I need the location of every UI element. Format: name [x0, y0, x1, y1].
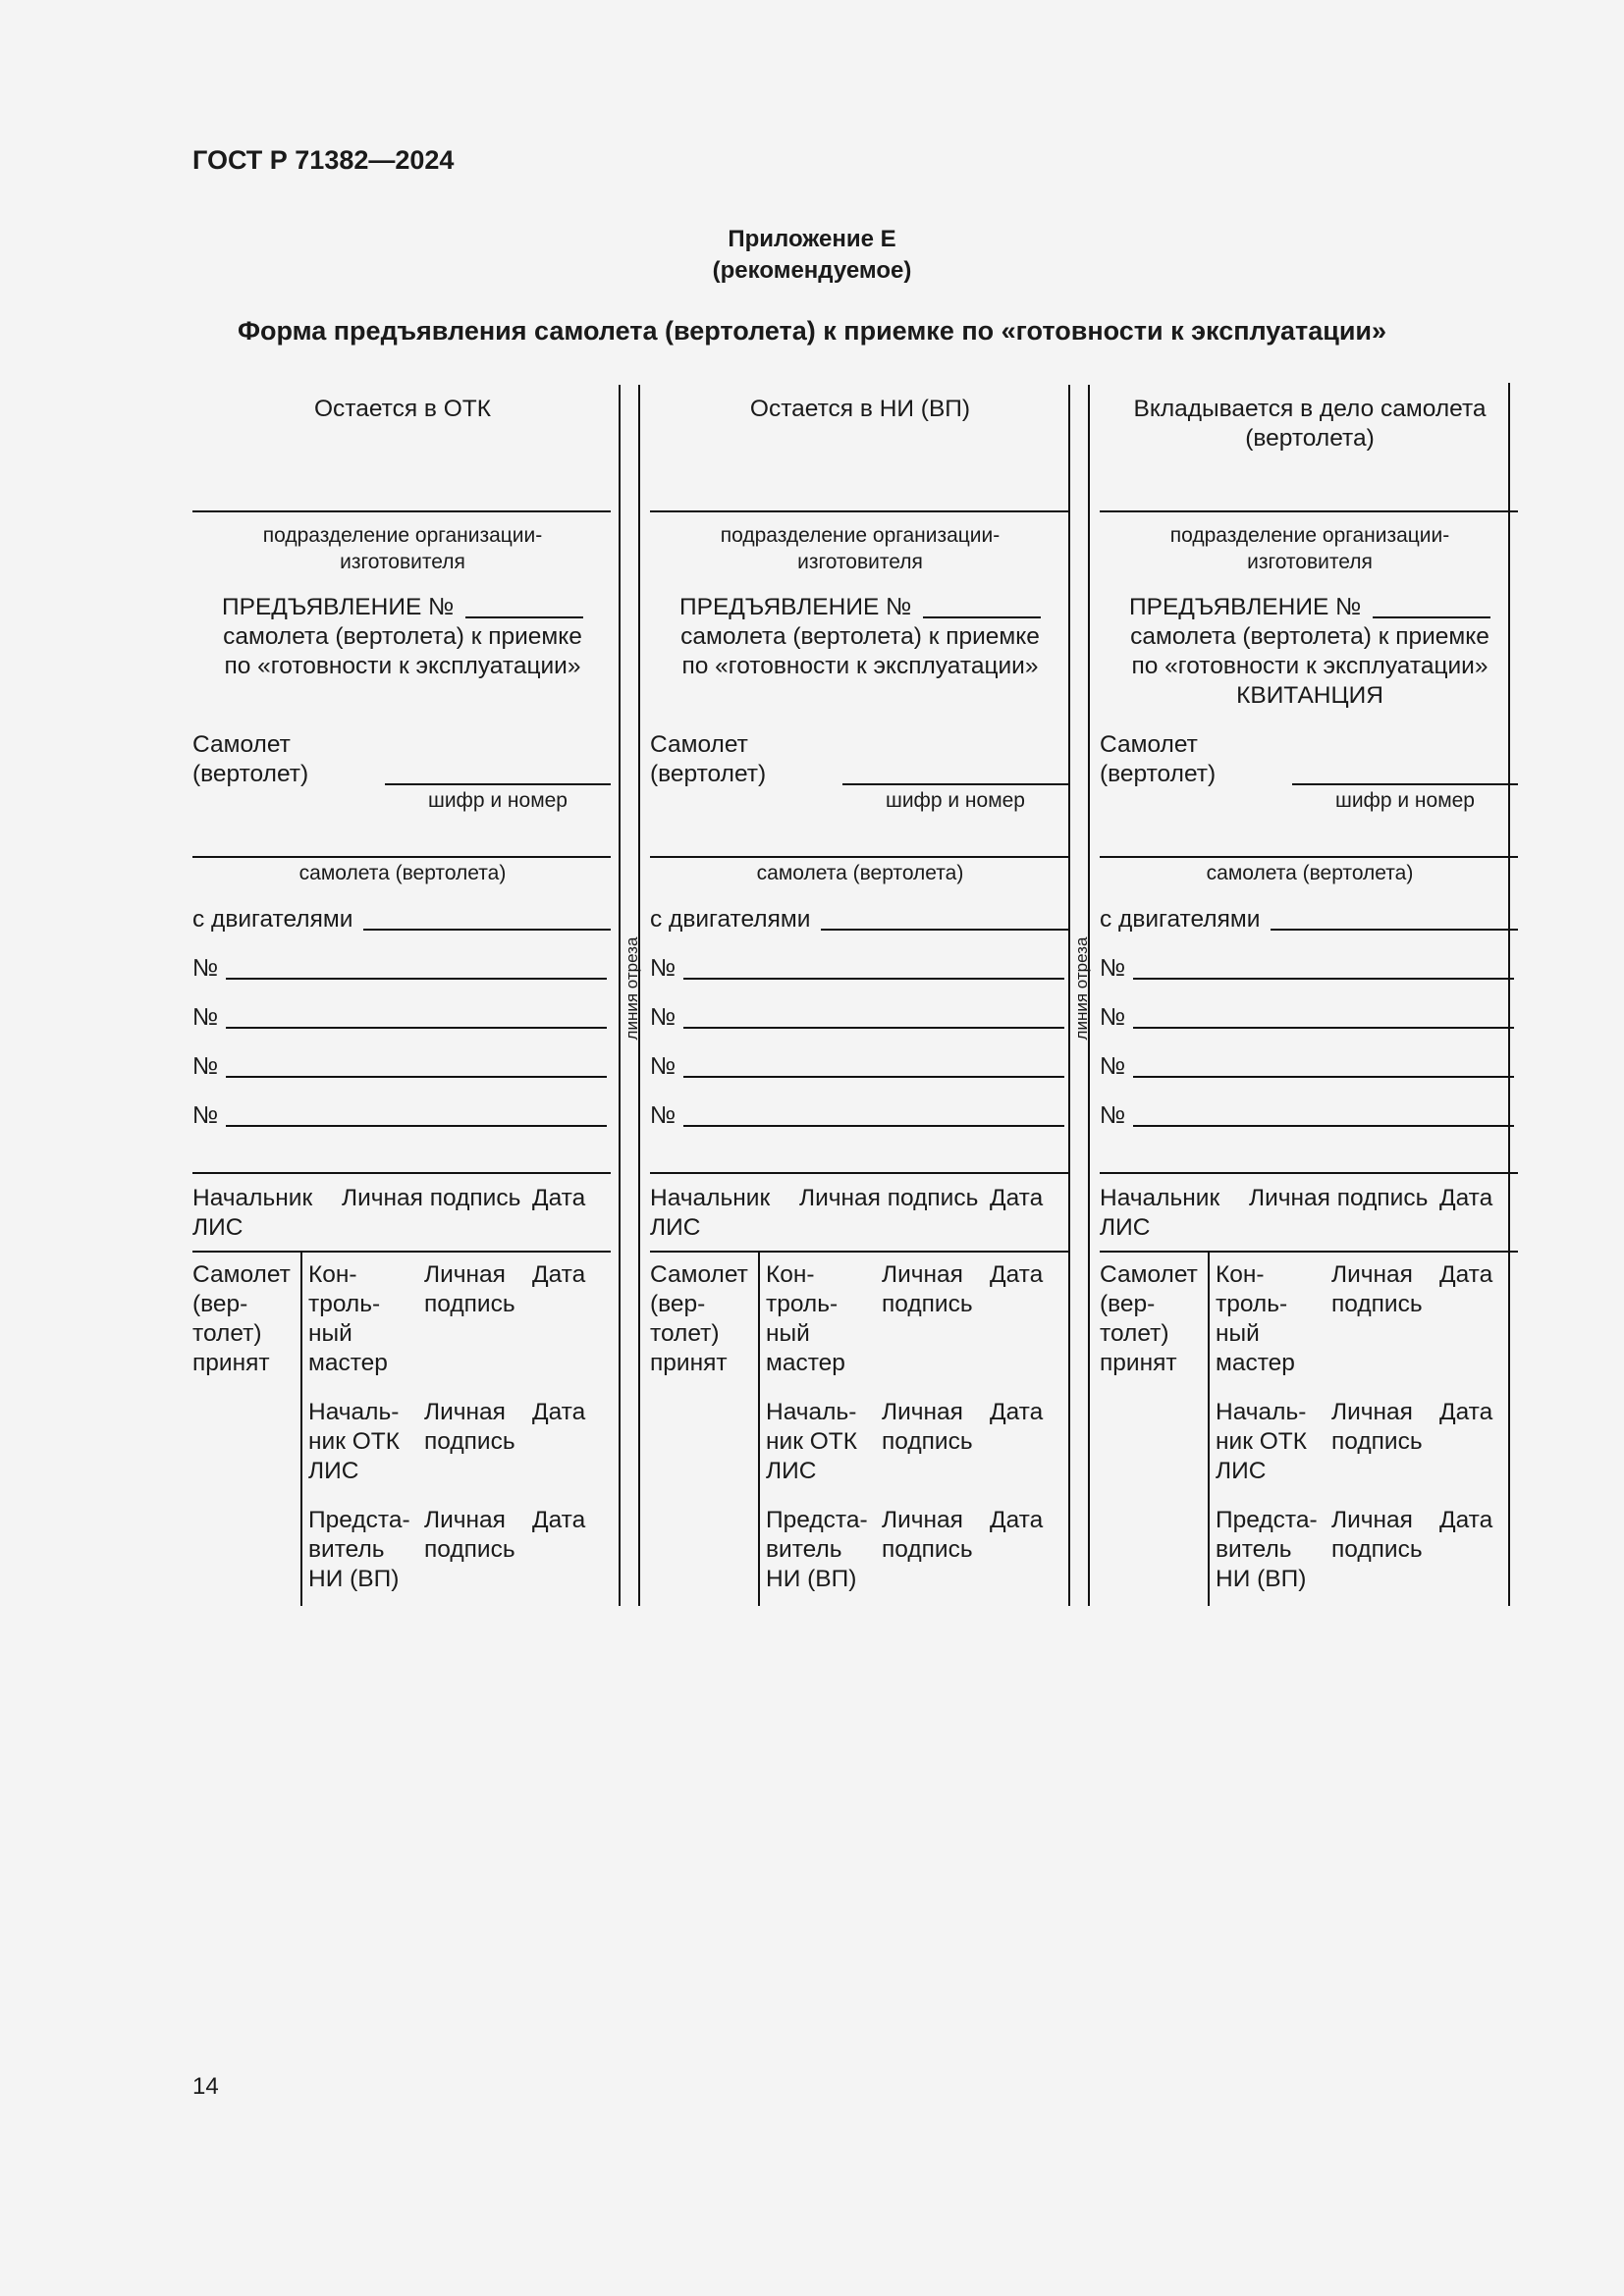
presentation-text-3: по «готовности к эксплуатации»: [1131, 653, 1489, 679]
signature-label: подпись: [882, 1428, 973, 1455]
signature-label: Личная: [424, 1507, 506, 1533]
representative-label: Предста-: [308, 1507, 410, 1533]
engines-label: с двигателями: [1100, 906, 1261, 933]
aircraft-code-line: [842, 783, 1068, 785]
code-number-caption: шифр и номер: [427, 789, 568, 812]
engine-number-label: №: [192, 1053, 219, 1080]
otk-head-label: ЛИС: [308, 1458, 359, 1484]
otk-head-label: ник ОТК: [1216, 1428, 1308, 1455]
engine-number-label: №: [192, 955, 219, 982]
engine-number-label: №: [650, 1004, 677, 1031]
signature-label: Личная: [882, 1507, 963, 1533]
engine-number-line: [226, 1076, 607, 1078]
control-master-label: мастер: [308, 1350, 388, 1376]
date-label: Дата: [532, 1399, 586, 1425]
form-title: Форма предъявления самолета (вертолета) к приемке по «готовности к эксплуатации»: [237, 316, 1387, 346]
form-column-ni: [650, 383, 1070, 1606]
acceptance-top-line: [1100, 1251, 1518, 1253]
accepted-label: Самолет: [1100, 1261, 1198, 1288]
engine-number-line: [1133, 1027, 1514, 1029]
signature-label: подпись: [882, 1291, 973, 1317]
engine-number-line: [1133, 1125, 1514, 1127]
accepted-label: принят: [1100, 1350, 1177, 1376]
control-master-label: мастер: [1216, 1350, 1295, 1376]
subdivision-caption-2: изготовителя: [797, 551, 923, 573]
subdivision-line: [1100, 510, 1518, 512]
head-lis-label-2: ЛИС: [650, 1214, 701, 1241]
column-title-line2: (вертолета): [1245, 425, 1375, 452]
date-label: Дата: [532, 1507, 586, 1533]
control-master-label: Кон-: [1216, 1261, 1265, 1288]
presentation-text-2: самолета (вертолета) к приемке: [680, 623, 1040, 650]
head-lis-label-2: ЛИС: [192, 1214, 244, 1241]
aircraft-label-2: (вертолет): [1100, 761, 1217, 787]
otk-head-label: ЛИС: [1216, 1458, 1267, 1484]
acceptance-top-line: [650, 1251, 1068, 1253]
standard-header: ГОСТ Р 71382—2024: [192, 145, 455, 175]
presentation-text-2: самолета (вертолета) к приемке: [223, 623, 582, 650]
accepted-label: (вер-: [1100, 1291, 1156, 1317]
subdivision-caption-2: изготовителя: [340, 551, 465, 573]
engine-number-line: [226, 1027, 607, 1029]
otk-head-label: ник ОТК: [308, 1428, 401, 1455]
control-master-label: ный: [1216, 1320, 1260, 1347]
aircraft-type-caption: самолета (вертолета): [756, 862, 964, 884]
control-master-label: троль-: [766, 1291, 839, 1317]
signature-label: Личная: [424, 1261, 506, 1288]
engine-number-line: [1133, 978, 1514, 980]
engines-label: с двигателями: [650, 906, 811, 933]
code-number-caption: шифр и номер: [1334, 789, 1475, 812]
presentation-text-3: по «готовности к эксплуатации»: [224, 653, 581, 679]
cut-line-label-right: линия отреза: [1072, 936, 1091, 1041]
date-label: Дата: [990, 1507, 1044, 1533]
head-section-top-line: [1100, 1172, 1518, 1174]
control-master-label: мастер: [766, 1350, 845, 1376]
presentation-number-label: ПРЕДЪЯВЛЕНИЕ №: [679, 594, 912, 620]
column-title: Остается в НИ (ВП): [749, 396, 971, 422]
accepted-label: толет): [192, 1320, 262, 1347]
acceptance-divider: [300, 1252, 302, 1606]
otk-head-label: Началь-: [308, 1399, 400, 1425]
accepted-label: (вер-: [192, 1291, 248, 1317]
signature-label: Личная: [882, 1399, 963, 1425]
aircraft-label: Самолет: [650, 731, 748, 758]
date-label: Дата: [532, 1261, 586, 1288]
subdivision-caption: подразделение организации-: [720, 524, 1001, 547]
acceptance-divider: [1208, 1252, 1210, 1606]
head-lis-label-2: ЛИС: [1100, 1214, 1151, 1241]
presentation-number-line: [923, 616, 1041, 618]
date-label: Дата: [1439, 1507, 1493, 1533]
signature-label: подпись: [882, 1536, 973, 1563]
aircraft-label: Самолет: [192, 731, 291, 758]
signature-label: Личная: [882, 1261, 963, 1288]
representative-label: НИ (ВП): [766, 1566, 857, 1592]
appendix-title: Приложение Е: [728, 226, 896, 252]
signature-label: Личная: [1331, 1507, 1413, 1533]
otk-head-label: ник ОТК: [766, 1428, 858, 1455]
head-signature-label: Личная подпись: [1249, 1185, 1429, 1211]
engine-number-line: [1133, 1076, 1514, 1078]
engine-number-line: [683, 1027, 1064, 1029]
engine-number-line: [683, 1125, 1064, 1127]
engine-number-label: №: [192, 1004, 219, 1031]
control-master-label: Кон-: [766, 1261, 815, 1288]
head-lis-label: Начальник: [1100, 1185, 1220, 1211]
engine-number-line: [683, 978, 1064, 980]
engines-line: [363, 929, 611, 931]
control-master-label: ный: [308, 1320, 352, 1347]
aircraft-type-caption: самолета (вертолета): [298, 862, 507, 884]
head-lis-label: Начальник: [192, 1185, 313, 1211]
form-column-otk: [192, 383, 613, 1606]
acceptance-top-line: [192, 1251, 611, 1253]
signature-label: Личная: [1331, 1399, 1413, 1425]
accepted-label: толет): [650, 1320, 720, 1347]
presentation-number-label: ПРЕДЪЯВЛЕНИЕ №: [1129, 594, 1362, 620]
signature-label: Личная: [1331, 1261, 1413, 1288]
head-signature-label: Личная подпись: [799, 1185, 979, 1211]
engine-number-label: №: [1100, 1004, 1126, 1031]
signature-label: подпись: [1331, 1291, 1423, 1317]
subdivision-line: [192, 510, 611, 512]
head-section-top-line: [650, 1172, 1068, 1174]
cut-line-label-left: линия отреза: [623, 936, 641, 1041]
engine-number-label: №: [650, 1102, 677, 1129]
date-label: Дата: [990, 1399, 1044, 1425]
subdivision-line: [650, 510, 1068, 512]
signature-label: подпись: [424, 1428, 515, 1455]
acceptance-divider: [758, 1252, 760, 1606]
representative-label: витель: [766, 1536, 842, 1563]
subdivision-caption-2: изготовителя: [1247, 551, 1373, 573]
representative-label: Предста-: [766, 1507, 868, 1533]
representative-label: Предста-: [1216, 1507, 1318, 1533]
accepted-label: Самолет: [192, 1261, 291, 1288]
accepted-label: принят: [192, 1350, 270, 1376]
engine-number-label: №: [192, 1102, 219, 1129]
otk-head-label: Началь-: [766, 1399, 857, 1425]
aircraft-type-line: [650, 856, 1068, 858]
representative-label: НИ (ВП): [1216, 1566, 1307, 1592]
column-title: Остается в ОТК: [313, 396, 492, 422]
otk-head-label: Началь-: [1216, 1399, 1307, 1425]
right-border-line: [1508, 383, 1510, 1606]
engine-number-label: №: [650, 1053, 677, 1080]
aircraft-type-caption: самолета (вертолета): [1206, 862, 1414, 884]
accepted-label: Самолет: [650, 1261, 748, 1288]
date-label: Дата: [1439, 1399, 1493, 1425]
presentation-number-line: [1373, 616, 1490, 618]
engines-label: с двигателями: [192, 906, 353, 933]
signature-label: подпись: [1331, 1536, 1423, 1563]
engine-number-label: №: [1100, 1053, 1126, 1080]
aircraft-label: Самолет: [1100, 731, 1198, 758]
aircraft-label-2: (вертолет): [192, 761, 309, 787]
receipt-label: КВИТАНЦИЯ: [1236, 682, 1383, 709]
page-number: 14: [192, 2073, 219, 2100]
code-number-caption: шифр и номер: [885, 789, 1025, 812]
representative-label: витель: [308, 1536, 385, 1563]
signature-label: Личная: [424, 1399, 506, 1425]
representative-label: НИ (ВП): [308, 1566, 400, 1592]
aircraft-code-line: [1292, 783, 1518, 785]
engines-line: [1271, 929, 1518, 931]
control-master-label: троль-: [1216, 1291, 1288, 1317]
engines-line: [821, 929, 1068, 931]
appendix-note: (рекомендуемое): [712, 257, 912, 284]
aircraft-code-line: [385, 783, 611, 785]
head-lis-label: Начальник: [650, 1185, 771, 1211]
accepted-label: толет): [1100, 1320, 1169, 1347]
date-label: Дата: [1439, 1261, 1493, 1288]
subdivision-caption: подразделение организации-: [1169, 524, 1450, 547]
head-section-top-line: [192, 1172, 611, 1174]
engine-number-label: №: [650, 955, 677, 982]
presentation-text-2: самолета (вертолета) к приемке: [1130, 623, 1489, 650]
aircraft-label-2: (вертолет): [650, 761, 767, 787]
accepted-label: принят: [650, 1350, 728, 1376]
head-date-label: Дата: [1439, 1185, 1493, 1211]
engine-number-line: [226, 978, 607, 980]
otk-head-label: ЛИС: [766, 1458, 817, 1484]
control-master-label: ный: [766, 1320, 810, 1347]
engine-number-label: №: [1100, 955, 1126, 982]
representative-label: витель: [1216, 1536, 1292, 1563]
presentation-text-3: по «готовности к эксплуатации»: [681, 653, 1039, 679]
control-master-label: Кон-: [308, 1261, 357, 1288]
subdivision-caption: подразделение организации-: [262, 524, 543, 547]
date-label: Дата: [990, 1261, 1044, 1288]
control-master-label: троль-: [308, 1291, 381, 1317]
engine-number-line: [226, 1125, 607, 1127]
accepted-label: (вер-: [650, 1291, 706, 1317]
signature-label: подпись: [1331, 1428, 1423, 1455]
engine-number-label: №: [1100, 1102, 1126, 1129]
presentation-number-label: ПРЕДЪЯВЛЕНИЕ №: [222, 594, 455, 620]
aircraft-type-line: [192, 856, 611, 858]
engine-number-line: [683, 1076, 1064, 1078]
head-date-label: Дата: [990, 1185, 1044, 1211]
aircraft-type-line: [1100, 856, 1518, 858]
form-column-receipt: [1100, 383, 1520, 1606]
signature-label: подпись: [424, 1291, 515, 1317]
head-signature-label: Личная подпись: [342, 1185, 521, 1211]
signature-label: подпись: [424, 1536, 515, 1563]
presentation-number-line: [465, 616, 583, 618]
head-date-label: Дата: [532, 1185, 586, 1211]
column-title: Вкладывается в дело самолета: [1133, 396, 1487, 422]
